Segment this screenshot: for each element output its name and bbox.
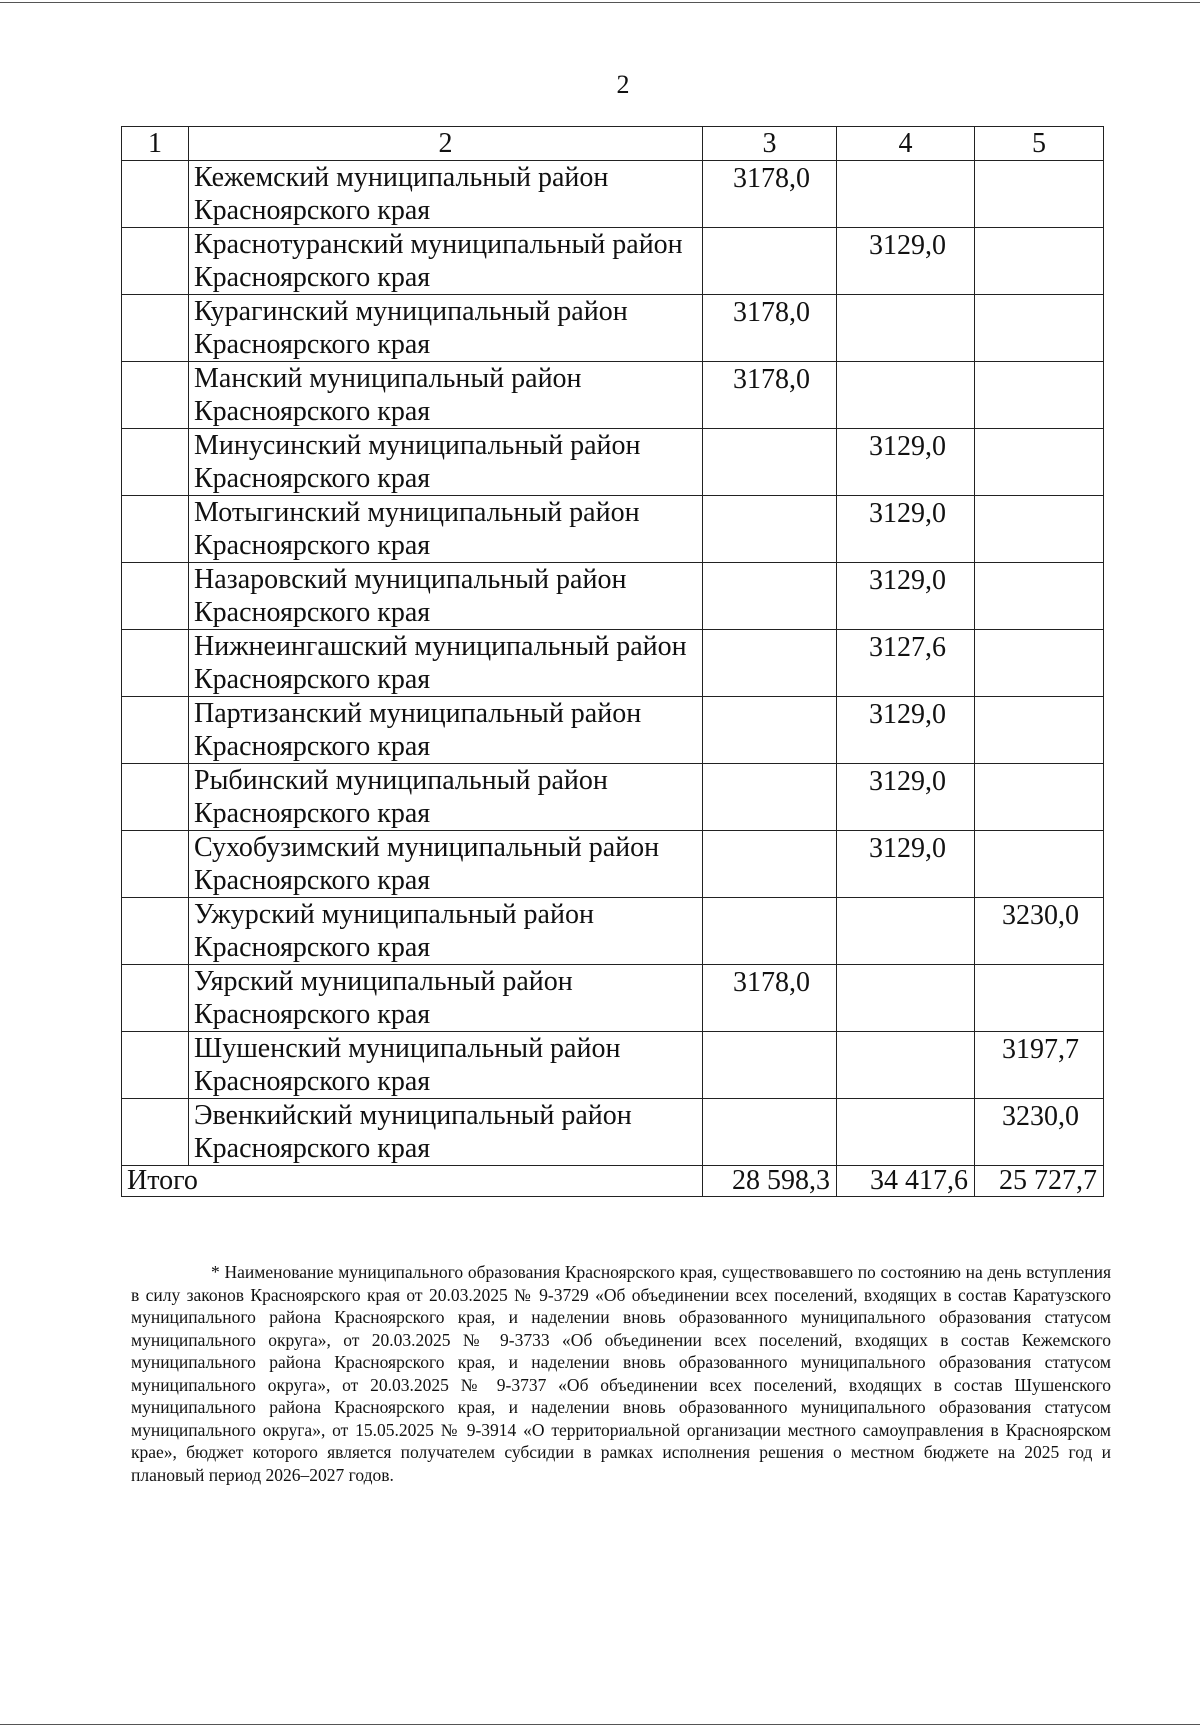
table-row [122,1099,1104,1166]
value-col-3 [703,1032,837,1099]
district-name: Назаровский муниципальный район Красноярского края [189,563,703,630]
total-col-4: 34 417,6 [837,1166,975,1197]
value-col-4: 3129,0 [837,563,975,630]
value-col-3: 3178,0 [703,295,837,362]
total-col-3: 28 598,3 [703,1166,837,1197]
value-col-3 [703,764,837,831]
district-name: Кежемский муниципальный район Красноярского края [189,161,703,228]
value-col-3 [703,228,837,295]
value-col-4 [837,1032,975,1099]
table-row [122,496,1104,563]
district-name: Манский муниципальный район Красноярского края [189,362,703,429]
value-col-3 [703,697,837,764]
district-name: Краснотуранский муниципальный район Красноярского края [189,228,703,295]
table-row [122,697,1104,764]
value-col-4: 3129,0 [837,496,975,563]
district-name: Минусинский муниципальный район Красноярского края [189,429,703,496]
header-cell-2: 2 [189,127,703,161]
total-row [122,1166,1104,1197]
row-index-cell [122,831,189,898]
table-row [122,831,1104,898]
header-cell-1: 1 [122,127,189,161]
value-col-4 [837,295,975,362]
district-name: Нижнеингашский муниципальный район Красноярского края [189,630,703,697]
header-cell-3: 3 [703,127,837,161]
row-index-cell [122,429,189,496]
value-col-5 [975,228,1104,295]
district-name: Ужурский муниципальный район Красноярского края [189,898,703,965]
value-col-5 [975,496,1104,563]
row-index-cell [122,965,189,1032]
value-col-4 [837,1099,975,1166]
page-number: 2 [616,70,630,99]
district-name: Рыбинский муниципальный район Красноярского края [189,764,703,831]
table-row [122,429,1104,496]
row-index-cell [122,563,189,630]
value-col-4 [837,161,975,228]
district-name: Шушенский муниципальный район Красноярского края [189,1032,703,1099]
district-name: Партизанский муниципальный район Красноярского края [189,697,703,764]
value-col-3 [703,831,837,898]
value-col-5: 3230,0 [975,898,1104,965]
value-col-3: 3178,0 [703,362,837,429]
value-col-5 [975,295,1104,362]
district-name: Курагинский муниципальный район Красноярского края [189,295,703,362]
row-index-cell [122,496,189,563]
value-col-4 [837,965,975,1032]
table-row [122,563,1104,630]
scan-top-edge [0,2,1200,3]
value-col-4: 3127,6 [837,630,975,697]
row-index-cell [122,898,189,965]
value-col-4: 3129,0 [837,228,975,295]
value-col-4 [837,362,975,429]
header-cell-4: 4 [837,127,975,161]
value-col-5 [975,965,1104,1032]
district-name: Уярский муниципальный район Красноярского края [189,965,703,1032]
total-col-5: 25 727,7 [975,1166,1104,1197]
row-index-cell [122,1032,189,1099]
value-col-5 [975,630,1104,697]
total-label: Итого [122,1166,703,1197]
table-row [122,630,1104,697]
footnote: * Наименование муниципального образования Красноярского края, существовавшего по состоянию на день вступления в силу законов Красноярского края от 20.03.2025 № 9-3729 «Об объединении всех поселений, входящих в состав Каратузского муниципального района Красноярского края, и наделении вновь образованного муниципального образования статусом муниципального округа», от 20.03.2025 № 9-3733 «Об объединении всех поселений, входящих в состав Кежемского муниципального района Красноярского края, и наделении вновь образованного муниципального образования статусом муниципального округа», от 20.03.2025 № 9-3737 «Об объединении всех поселений, входящих в состав Шушенского муниципального района Красноярского края, и наделении вновь образованного муниципального образования статусом муниципального округа», от 15.05.2025 № 9-3914 «О территориальной организации местного самоуправления в Красноярском крае», бюджет которого является получателем субсидии в рамках исполнения решения о местном бюджете на 2025 год и плановый период 2026–2027 годов. [131,1262,1111,1485]
row-index-cell [122,697,189,764]
value-col-3 [703,429,837,496]
value-col-3 [703,563,837,630]
value-col-5 [975,161,1104,228]
table-row [122,362,1104,429]
subsidy-table [121,126,1104,1197]
row-index-cell [122,362,189,429]
table-row [122,965,1104,1032]
district-name: Мотыгинский муниципальный район Красноярского края [189,496,703,563]
row-index-cell [122,228,189,295]
value-col-5: 3197,7 [975,1032,1104,1099]
table-row [122,764,1104,831]
table-row [122,1032,1104,1099]
value-col-4: 3129,0 [837,764,975,831]
row-index-cell [122,764,189,831]
value-col-3: 3178,0 [703,161,837,228]
value-col-3 [703,898,837,965]
table-row [122,161,1104,228]
value-col-5 [975,697,1104,764]
row-index-cell [122,161,189,228]
table-row [122,228,1104,295]
scan-bottom-edge [0,1724,1200,1725]
value-col-5 [975,429,1104,496]
value-col-4: 3129,0 [837,697,975,764]
table-row [122,295,1104,362]
table-header-row [122,127,1104,161]
value-col-3: 3178,0 [703,965,837,1032]
value-col-4: 3129,0 [837,831,975,898]
value-col-3 [703,1099,837,1166]
table-row [122,898,1104,965]
district-name: Эвенкийский муниципальный район Красноярского края [189,1099,703,1166]
value-col-4: 3129,0 [837,429,975,496]
value-col-5 [975,362,1104,429]
value-col-5 [975,764,1104,831]
value-col-5: 3230,0 [975,1099,1104,1166]
value-col-3 [703,496,837,563]
header-cell-5: 5 [975,127,1104,161]
value-col-4 [837,898,975,965]
value-col-5 [975,563,1104,630]
row-index-cell [122,1099,189,1166]
row-index-cell [122,295,189,362]
row-index-cell [122,630,189,697]
district-name: Сухобузимский муниципальный район Красноярского края [189,831,703,898]
value-col-3 [703,630,837,697]
value-col-5 [975,831,1104,898]
